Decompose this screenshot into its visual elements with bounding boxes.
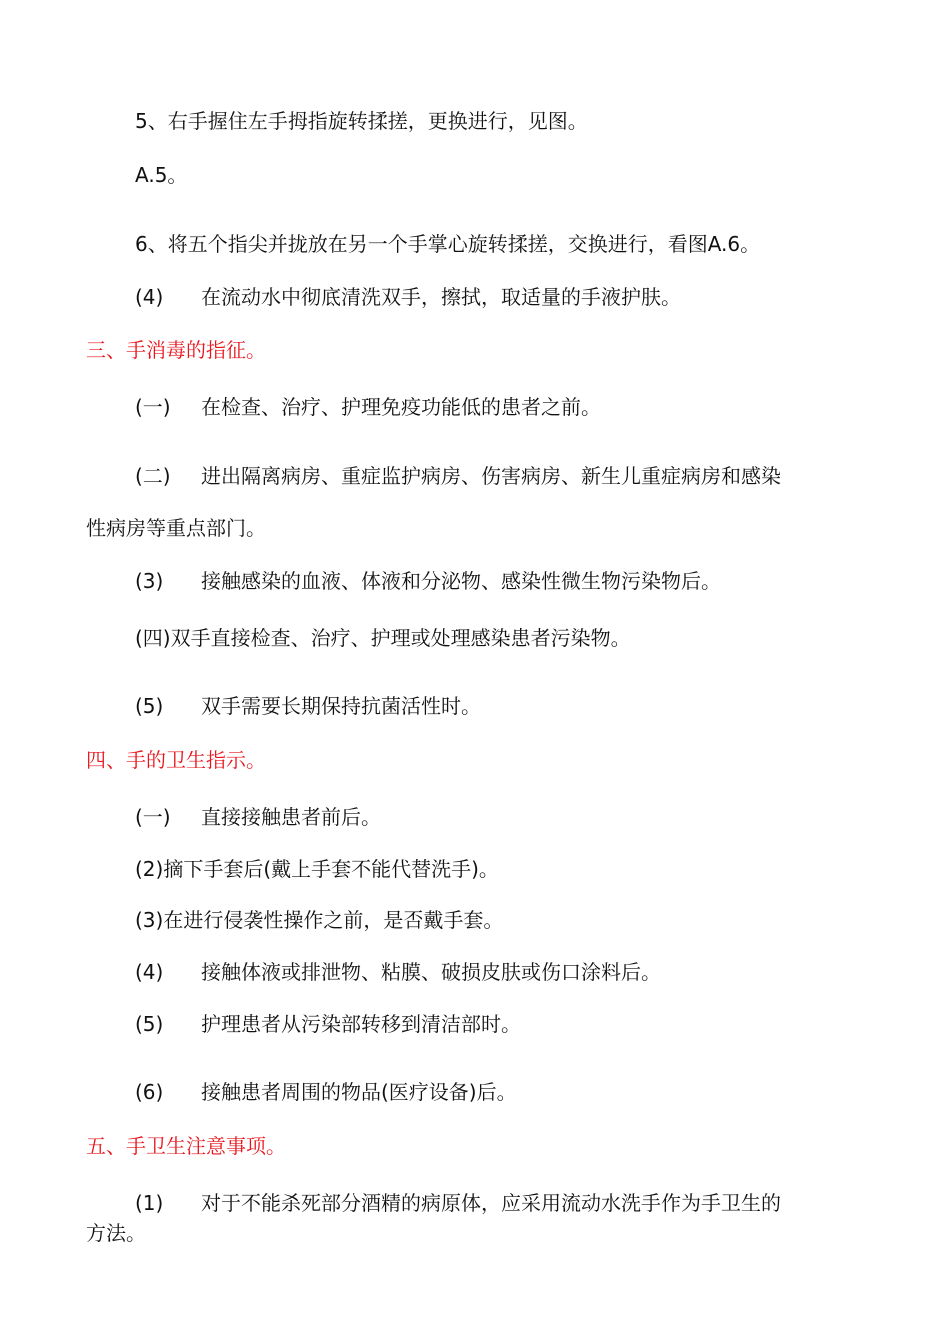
step-6-line: 6、将五个指尖并拢放在另一个手掌心旋转揉搓，交换进行，看图A.6。 — [135, 232, 761, 256]
hygiene-item-1 — [135, 804, 381, 830]
section-heading-5: 五、手卫生注意事项。 — [86, 1134, 286, 1158]
item-number: (4) — [135, 960, 164, 984]
item-number: (5) — [135, 694, 164, 718]
item-text: 护理患者从污染部转移到清洁部时。 — [201, 1012, 521, 1036]
item-number: (1) — [135, 1191, 164, 1215]
item-text: 接触感染的血液、体液和分泌物、感染性微生物污染物后。 — [201, 569, 721, 593]
hygiene-item-5 — [135, 1011, 521, 1037]
item-text: 对于不能杀死部分酒精的病原体，应采用流动水洗手作为手卫生的 — [201, 1191, 781, 1215]
disinfect-item-2 — [135, 463, 781, 489]
item-number: (5) — [135, 1012, 164, 1036]
item-text: 接触患者周围的物品(医疗设备)后。 — [201, 1080, 517, 1104]
section-heading-3: 三、手消毒的指征。 — [86, 338, 266, 362]
disinfect-item-2-continuation: 性病房等重点部门。 — [86, 516, 266, 540]
section-heading-4: 四、手的卫生指示。 — [86, 748, 266, 772]
hygiene-item-3: (3)在进行侵袭性操作之前，是否戴手套。 — [135, 908, 504, 932]
item-number: (二) — [135, 464, 171, 488]
hygiene-item-6 — [135, 1079, 517, 1105]
item-text: 在流动水中彻底清洗双手，擦拭，取适量的手液护肤。 — [201, 285, 681, 309]
step-5-figure-ref: A.5。 — [135, 163, 188, 187]
step-5-line: 5、右手握住左手拇指旋转揉搓，更换进行，见图。 — [135, 109, 588, 133]
item-text: 双手需要长期保持抗菌活性时。 — [201, 694, 481, 718]
item-number: (3) — [135, 569, 164, 593]
note-item-1 — [135, 1190, 781, 1216]
item-number: (6) — [135, 1080, 164, 1104]
item-text: 直接接触患者前后。 — [201, 805, 381, 829]
item-number: (一) — [135, 395, 171, 419]
hygiene-item-2: (2)摘下手套后(戴上手套不能代替洗手)。 — [135, 857, 499, 881]
item-text: 在检查、治疗、护理免疫功能低的患者之前。 — [201, 395, 601, 419]
item-text: 进出隔离病房、重症监护病房、伤害病房、新生儿重症病房和感染 — [201, 464, 781, 488]
disinfect-item-5 — [135, 693, 481, 719]
disinfect-item-4: (四)双手直接检查、治疗、护理或处理感染患者污染物。 — [135, 626, 631, 650]
item-number: (4) — [135, 285, 164, 309]
step-4-line — [135, 284, 681, 310]
disinfect-item-3 — [135, 568, 721, 594]
item-number: (一) — [135, 805, 171, 829]
note-item-1-continuation: 方法。 — [86, 1221, 146, 1245]
hygiene-item-4 — [135, 959, 661, 985]
disinfect-item-1 — [135, 394, 601, 420]
item-text: 接触体液或排泄物、粘膜、破损皮肤或伤口涂料后。 — [201, 960, 661, 984]
